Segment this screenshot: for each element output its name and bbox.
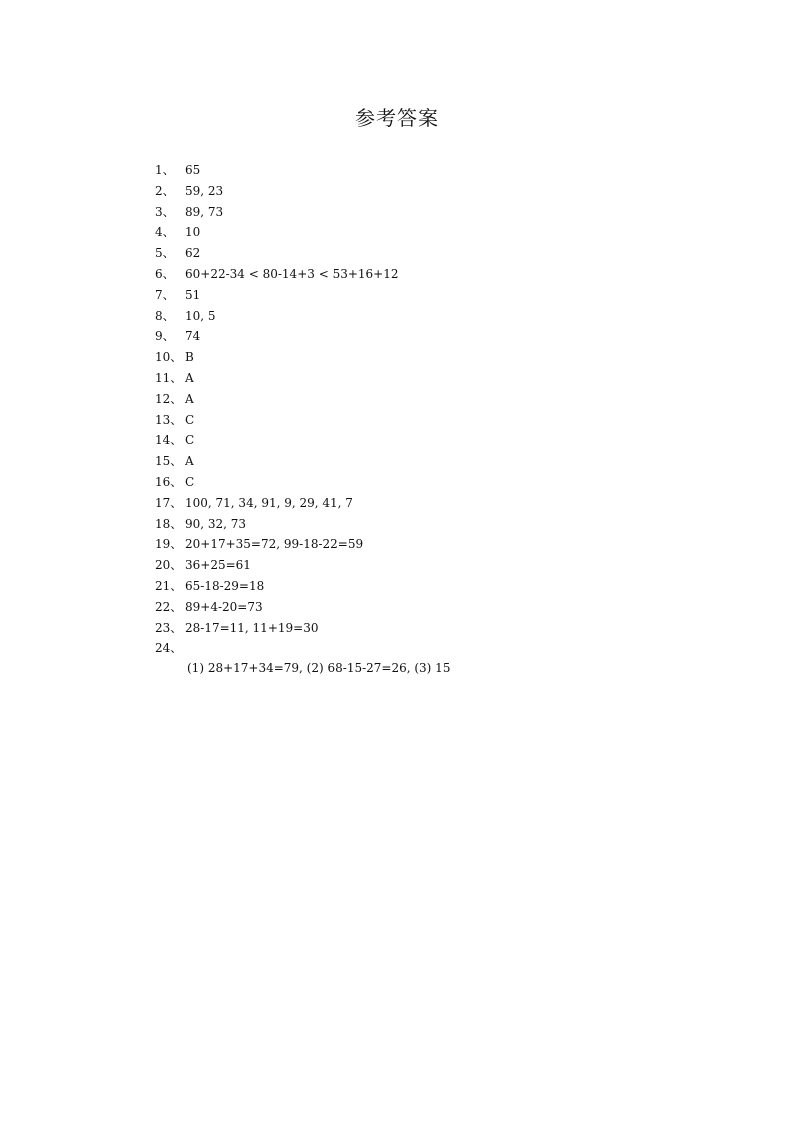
answer-number: 3、 <box>155 204 175 219</box>
answer-number: 16、 <box>155 474 183 489</box>
answer-item-10 <box>155 347 715 368</box>
answer-item-6 <box>155 264 715 285</box>
answer-item-1 <box>155 160 715 181</box>
answer-text: 20+17+35=72, 99-18-22=59 <box>185 537 364 552</box>
answer-item-5 <box>155 243 715 264</box>
answer-item-15 <box>155 451 715 472</box>
answer-item-9 <box>155 326 715 347</box>
answer-item-21 <box>155 576 715 597</box>
answer-number: 6、 <box>155 266 175 281</box>
answer-text: 100, 71, 34, 91, 9, 29, 41, 7 <box>185 495 353 510</box>
answer-number: 24、 <box>155 641 183 656</box>
answer-item-12 <box>155 389 715 410</box>
answer-item-22 <box>155 597 715 618</box>
answer-number: 4、 <box>155 225 175 240</box>
answer-text: 28-17=11, 11+19=30 <box>185 620 319 635</box>
answer-text: A <box>185 370 194 385</box>
answer-text: 36+25=61 <box>185 558 251 573</box>
answer-number: 19、 <box>155 537 183 552</box>
answer-number: 10、 <box>155 350 183 365</box>
answer-text: 89+4-20=73 <box>185 599 263 614</box>
answer-text: C <box>185 412 195 427</box>
answer-number: 20、 <box>155 558 183 573</box>
answer-number: 12、 <box>155 391 183 406</box>
answer-text: 60+22-34 < 80-14+3 < 53+16+12 <box>185 266 399 281</box>
answer-number: 14、 <box>155 433 183 448</box>
answer-number: 17、 <box>155 495 183 510</box>
answer-text: 89, 73 <box>185 204 224 219</box>
answer-list <box>155 160 715 659</box>
answer-number: 5、 <box>155 246 175 261</box>
answer-item-11 <box>155 368 715 389</box>
answer-text: A <box>185 391 194 406</box>
answer-text: 90, 32, 73 <box>185 516 247 531</box>
answer-text: 10, 5 <box>185 308 216 323</box>
answer-item-13 <box>155 410 715 431</box>
answer-number: 23、 <box>155 620 183 635</box>
answer-text: C <box>185 433 195 448</box>
answer-item-2 <box>155 181 715 202</box>
answer-item-4 <box>155 222 715 243</box>
answer-item-24 <box>155 638 715 659</box>
answer-number: 15、 <box>155 454 183 469</box>
answer-number: 8、 <box>155 308 175 323</box>
answer-text: 65-18-29=18 <box>185 578 265 593</box>
answer-item-20 <box>155 555 715 576</box>
answer-number: 13、 <box>155 412 183 427</box>
answer-text: 62 <box>185 246 201 261</box>
answer-24-detail: (1) 28+17+34=79, (2) 68-15-27=26, (3) 15 <box>187 661 451 675</box>
answer-number: 1、 <box>155 163 175 177</box>
answer-text: A <box>185 454 194 469</box>
answer-item-3 <box>155 202 715 223</box>
answer-number: 18、 <box>155 516 183 531</box>
answer-item-19 <box>155 534 715 555</box>
answer-number: 7、 <box>155 287 175 302</box>
answer-number: 2、 <box>155 183 175 198</box>
answer-item-8 <box>155 306 715 327</box>
answer-number: 22、 <box>155 599 183 614</box>
answer-number: 9、 <box>155 329 175 344</box>
answer-text: 10 <box>185 225 201 240</box>
answer-item-7 <box>155 285 715 306</box>
answer-item-17 <box>155 493 715 514</box>
answer-text: 59, 23 <box>185 183 224 198</box>
answer-item-23 <box>155 618 715 639</box>
answer-text: 51 <box>185 287 201 302</box>
answer-text: C <box>185 474 195 489</box>
answer-number: 11、 <box>155 370 183 385</box>
answer-item-14 <box>155 430 715 451</box>
answer-text: 74 <box>185 329 201 344</box>
answer-number: 21、 <box>155 578 183 593</box>
answer-text: B <box>185 350 194 365</box>
page-title: 参考答案 <box>355 106 439 130</box>
answer-item-16 <box>155 472 715 493</box>
answer-item-18 <box>155 514 715 535</box>
answer-text: 65 <box>185 163 201 177</box>
